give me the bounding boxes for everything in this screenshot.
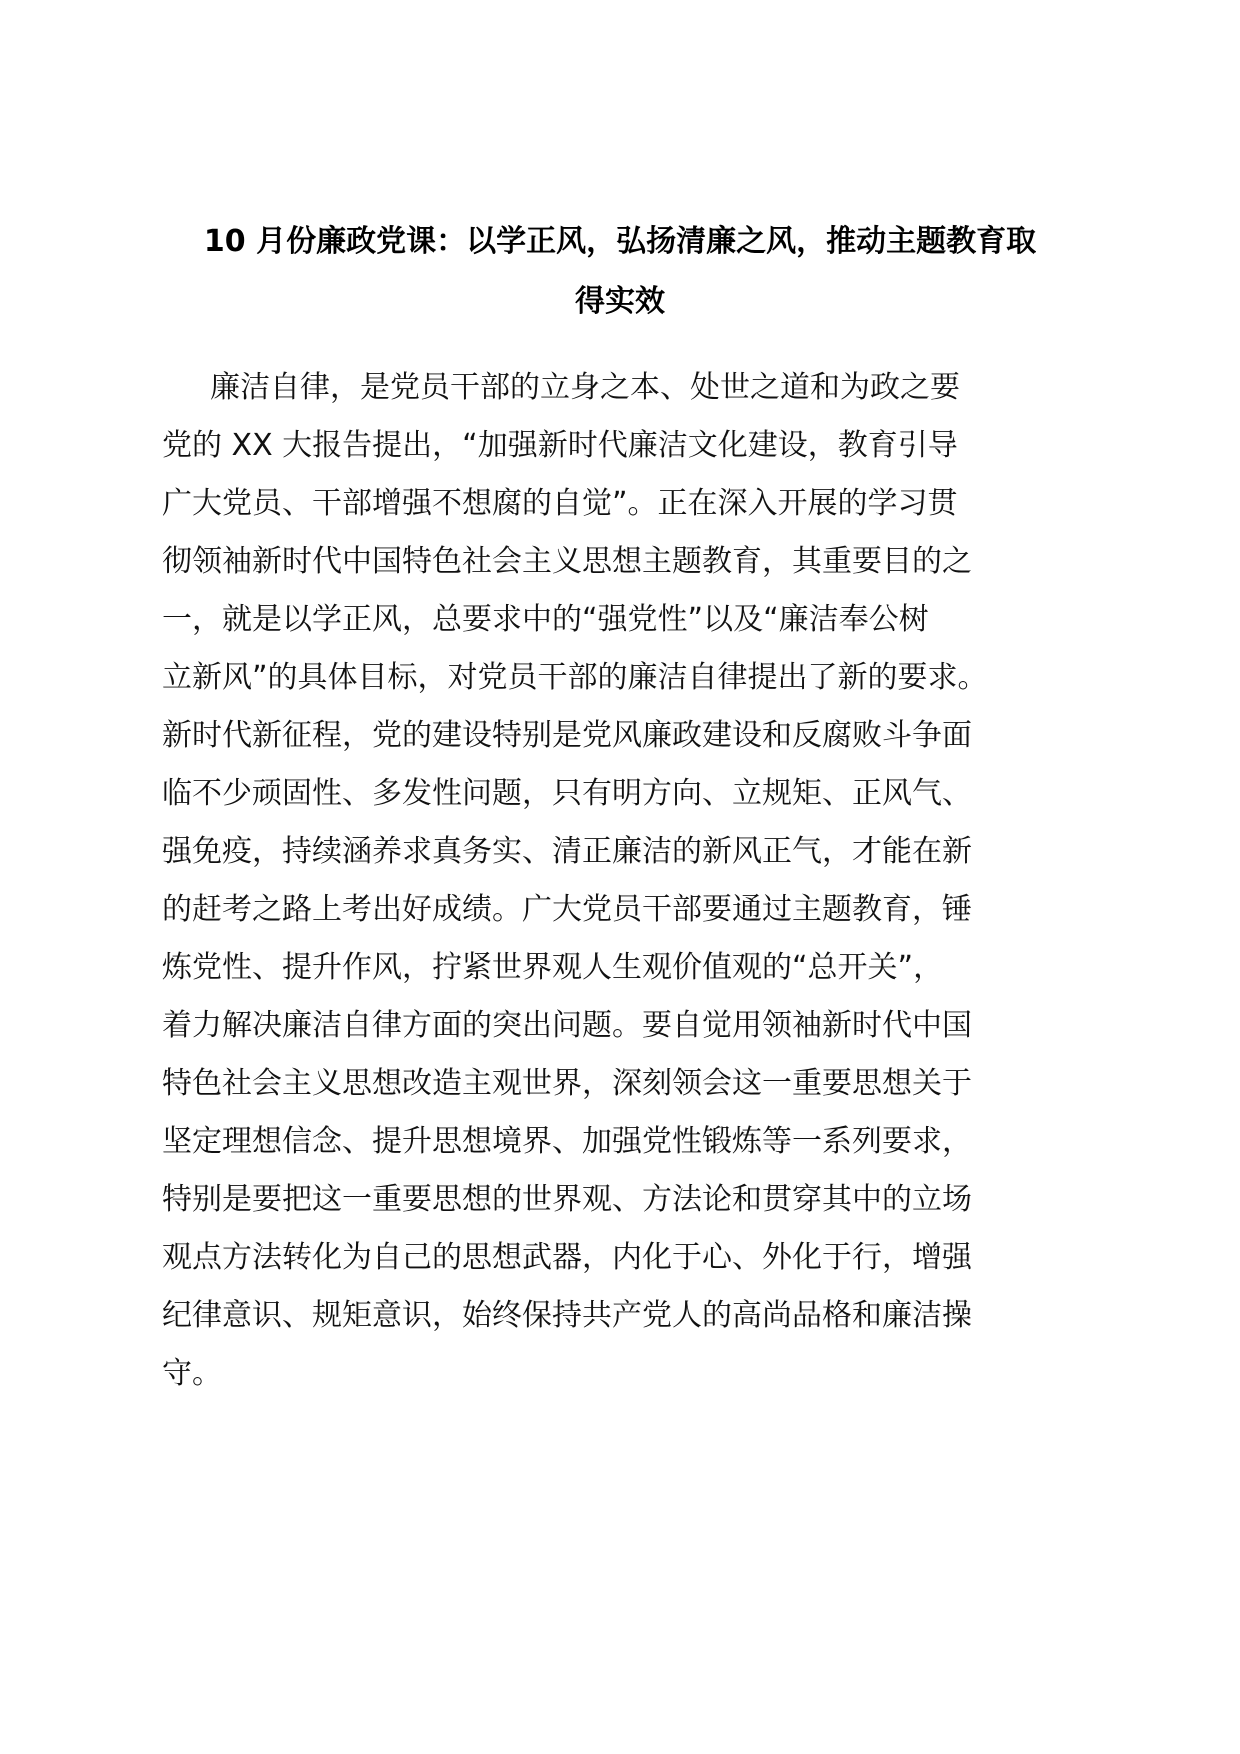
paragraph-line: 坚定理想信念、提升思想境界、加强党性锻炼等一系列要求， (162, 1124, 972, 1159)
paragraph-line: 一，就是以学正风，总要求中的“强党性”以及“廉洁奉公树 (162, 602, 929, 637)
paragraph-line: 党的 XX 大报告提出，“加强新时代廉洁文化建设，教育引导 (162, 428, 958, 463)
title-line-1: 10 月份廉政党课：以学正风，弘扬清廉之风，推动主题教育取 (203, 224, 1037, 259)
paragraph-line: 着力解决廉洁自律方面的突出问题。要自觉用领袖新时代中国 (162, 1008, 972, 1043)
paragraph-line: 廉洁自律，是党员干部的立身之本、处世之道和为政之要 (210, 370, 960, 405)
paragraph-line: 立新风”的具体目标，对党员干部的廉洁自律提出了新的要求。 (162, 660, 988, 695)
paragraph-line: 守。 (162, 1356, 222, 1391)
document-title (130, 212, 1110, 332)
paragraph-line: 特色社会主义思想改造主观世界，深刻领会这一重要思想关于 (162, 1066, 972, 1101)
paragraph-line: 新时代新征程，党的建设特别是党风廉政建设和反腐败斗争面 (162, 718, 972, 753)
paragraph-line: 观点方法转化为自己的思想武器，内化于心、外化于行，增强 (162, 1240, 972, 1275)
paragraph-line: 临不少顽固性、多发性问题，只有明方向、立规矩、正风气、 (162, 776, 972, 811)
paragraph-line: 强免疫，持续涵养求真务实、清正廉洁的新风正气，才能在新 (162, 834, 972, 869)
title-line-2: 得实效 (575, 284, 665, 319)
paragraph-line: 彻领袖新时代中国特色社会主义思想主题教育，其重要目的之 (162, 544, 972, 579)
paragraph-line: 炼党性、提升作风，拧紧世界观人生观价值观的“总开关”， (162, 950, 944, 985)
paragraph-line: 特别是要把这一重要思想的世界观、方法论和贯穿其中的立场 (162, 1182, 972, 1217)
paragraph-line: 纪律意识、规矩意识，始终保持共产党人的高尚品格和廉洁操 (162, 1298, 972, 1333)
paragraph-line: 的赶考之路上考出好成绩。广大党员干部要通过主题教育，锤 (162, 892, 972, 927)
paragraph-line: 广大党员、干部增强不想腐的自觉”。正在深入开展的学习贯 (162, 486, 958, 521)
